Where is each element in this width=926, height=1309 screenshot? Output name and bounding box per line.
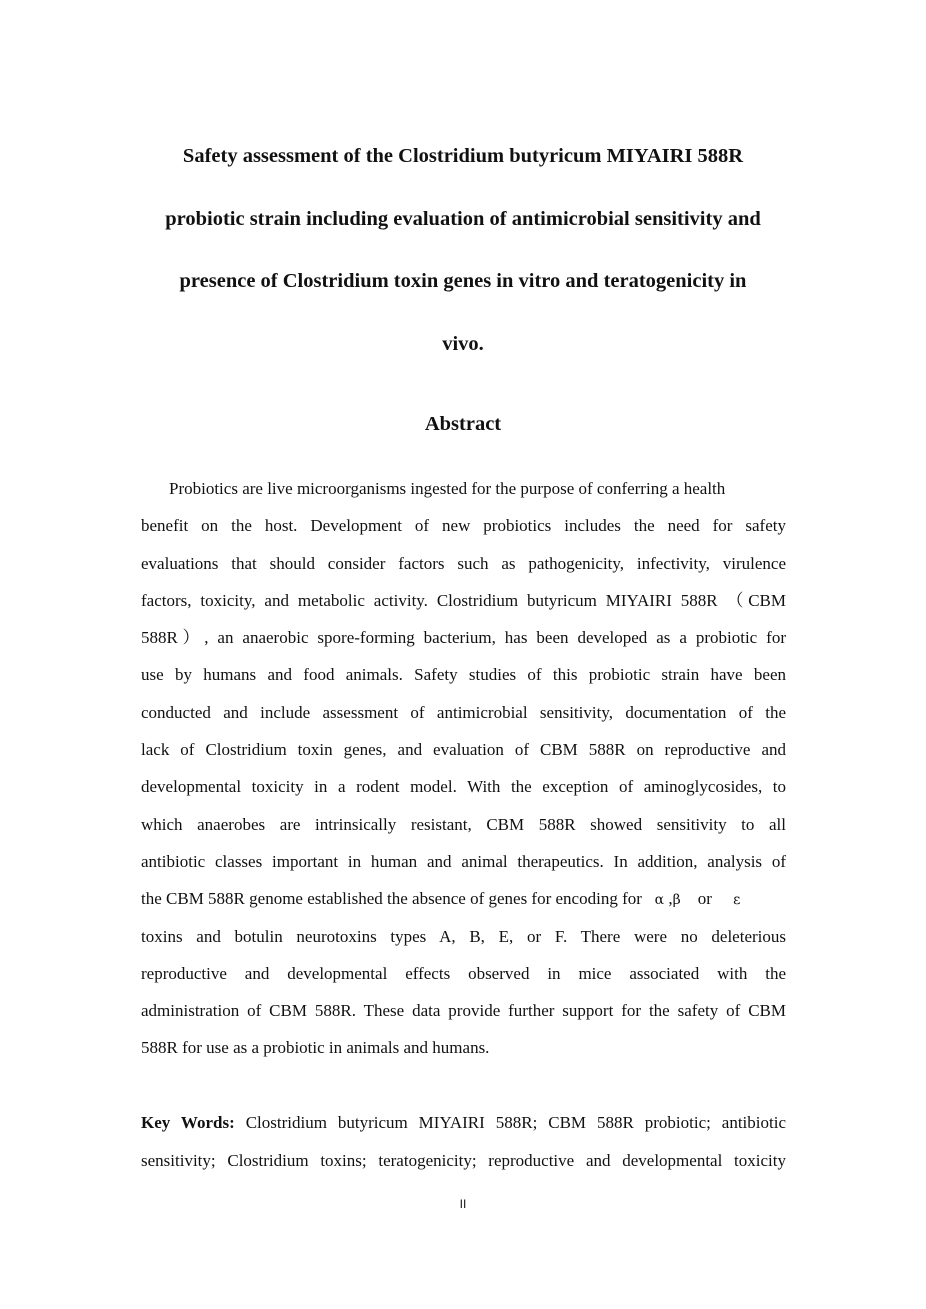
page-number: II <box>459 1197 467 1211</box>
keywords-section <box>141 1104 786 1179</box>
keywords-line-1 <box>141 1104 786 1142</box>
abstract-line-9: developmental toxicity in a rodent model. With the exception of aminoglycosides, to <box>141 777 786 797</box>
abstract-line-13: toxins and botulin neurotoxins types A, B, E, or F. There were no deleterious <box>141 926 786 946</box>
keywords-label: Key Words: <box>141 1113 235 1132</box>
abstract-line-12 <box>141 880 786 917</box>
greek-comma: , <box>668 889 673 909</box>
greek-alpha: α <box>654 892 665 909</box>
abstract-heading: Abstract <box>424 413 502 435</box>
abstract-line-3: evaluations that should consider factors such as pathogenicity, infectivity, virulence <box>141 553 786 573</box>
greek-or: or <box>697 889 712 909</box>
abstract-line-12-text: the CBM 588R genome established the absence of genes for encoding for <box>141 889 642 909</box>
abstract-line-7: conducted and include assessment of antimicrobial sensitivity, documentation of the <box>141 702 786 722</box>
abstract-line-4: factors, toxicity, and metabolic activity. Clostridium butyricum MIYAIRI 588R （CBM <box>141 590 786 610</box>
title-line-1: Safety assessment of the Clostridium butyricum MIYAIRI 588R <box>182 145 744 167</box>
title-line-4: vivo. <box>442 332 484 355</box>
abstract-line-2: benefit on the host. Development of new probiotics includes the need for safety <box>141 516 786 536</box>
abstract-line-8: lack of Clostridium toxin genes, and evaluation of CBM 588R on reproductive and <box>141 740 786 760</box>
abstract-line-10: which anaerobes are intrinsically resistant, CBM 588R showed sensitivity to all <box>141 814 786 834</box>
keywords-line-2: sensitivity; Clostridium toxins; teratogenicity; reproductive and developmental toxicity <box>141 1150 786 1170</box>
abstract-line-6: use by humans and food animals. Safety studies of this probiotic strain have been <box>141 665 786 685</box>
greek-epsilon: ε <box>733 892 741 909</box>
title-line-2: probiotic strain including evaluation of antimicrobial sensitivity and <box>165 207 761 230</box>
abstract-line-15: administration of CBM 588R. These data provide further support for the safety of CBM <box>141 1001 786 1021</box>
greek-beta: β <box>672 892 681 909</box>
abstract-line-5: 588R）, an anaerobic spore-forming bacterium, has been developed as a probiotic for <box>141 628 786 648</box>
abstract-line-16: 588R for use as a probiotic in animals and humans. <box>141 1038 490 1058</box>
abstract-line-11: antibiotic classes important in human and animal therapeutics. In addition, analysis of <box>141 851 786 871</box>
keywords-text-1: Clostridium butyricum MIYAIRI 588R; CBM 588R probiotic; antibiotic <box>234 1113 786 1132</box>
abstract-body <box>141 470 786 1067</box>
abstract-line-1: Probiotics are live microorganisms ingested for the purpose of conferring a health <box>169 479 726 498</box>
title-line-3: presence of Clostridium toxin genes in vitro and teratogenicity in <box>179 270 747 292</box>
abstract-line-14: reproductive and developmental effects observed in mice associated with the <box>141 963 786 983</box>
paper-title <box>100 138 826 388</box>
